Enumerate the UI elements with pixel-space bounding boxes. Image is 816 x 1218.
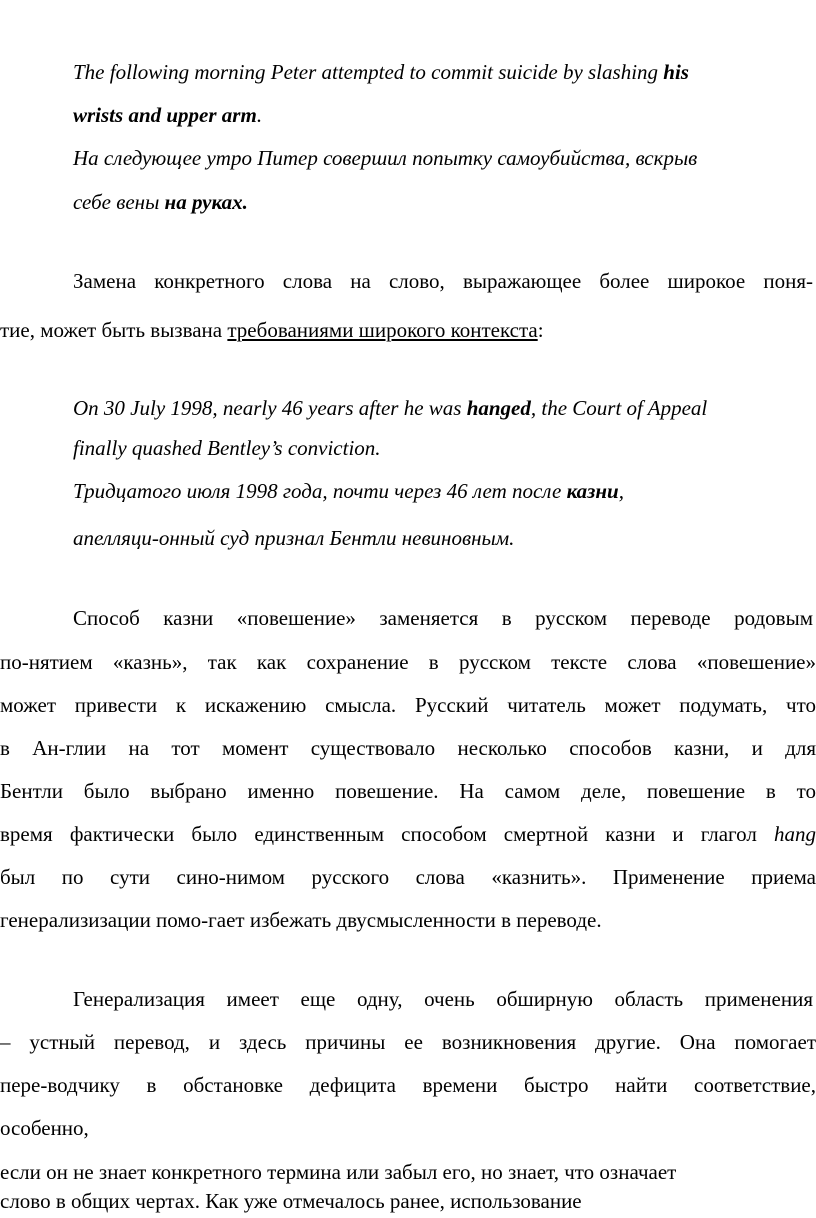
para3-line4: особенно,	[0, 1116, 89, 1140]
example1-ru-bold: на руках.	[164, 190, 248, 214]
para3-line3: пере-водчику в обстановке дефицита времени быстро найти соответствие,	[0, 1073, 816, 1097]
para1-underlined-phrase: требованиями широкого контекста	[227, 318, 538, 342]
example2-ru-line1	[73, 481, 624, 502]
para2-line6	[0, 824, 816, 845]
example1-en-text: The following morning Peter attempted to commit suicide by slashing	[73, 60, 664, 84]
example1-en-bold-2: wrists and upper arm	[73, 103, 257, 127]
para1-text: тие, может быть вызвана	[0, 318, 228, 342]
example1-en-line1	[73, 62, 689, 83]
para1-line2	[0, 320, 544, 341]
para1-tail: :	[537, 318, 544, 342]
example2-en-line2: finally quashed Bentley’s conviction.	[73, 436, 381, 460]
example2-ru-bold: казни	[566, 479, 619, 503]
para2-line6-italic: hang	[774, 822, 816, 846]
para2-line7: был по сути сино-нимом русского слова «казнить». Применение приема	[0, 865, 816, 889]
example2-ru-tail: ,	[618, 479, 624, 503]
para2-line2: по-нятием «казнь», так как сохранение в русском тексте слова «повешение»	[0, 650, 816, 674]
example2-en-tail: , the Court of Appeal	[530, 396, 708, 420]
example2-en-bold: hanged	[466, 396, 531, 420]
example1-en-bold: his	[663, 60, 689, 84]
para3-line5: если он не знает конкретного термина или забыл его, но знает, что означает	[0, 1160, 677, 1184]
example1-en-tail: .	[256, 103, 263, 127]
example2-ru-line2: апелляци-онный суд признал Бентли невиновным.	[73, 526, 515, 550]
para2-line8: генерализизации помо-гает избежать двусмысленности в переводе.	[0, 908, 602, 932]
para3-line6: слово в общих чертах. Как уже отмечалось ранее, использование	[0, 1189, 582, 1213]
para2-line5: Бентли было выбрано именно повешение. На самом деле, повешение в то	[0, 779, 816, 803]
para2-line1: Способ казни «повешение» заменяется в русском переводе родовым	[73, 606, 813, 630]
example2-en-text: On 30 July 1998, nearly 46 years after he was	[73, 396, 467, 420]
example1-ru-text: себе вены	[73, 190, 165, 214]
example1-en-line2	[73, 105, 262, 126]
para3-line2: – устный перевод, и здесь причины ее возникновения другие. Она помогает	[0, 1030, 816, 1054]
example1-ru-line1: На следующее утро Питер совершил попытку самоубийства, вскрыв	[73, 146, 698, 170]
para2-line6-text: время фактически было единственным способом смертной казни и глагол	[0, 822, 774, 846]
para3-line1: Генерализация имеет еще одну, очень обширную область применения	[73, 987, 813, 1011]
example2-en-line1	[73, 398, 707, 419]
para1-line1: Замена конкретного слова на слово, выражающее более широкое поня-	[73, 269, 813, 293]
para2-line4: в Ан-глии на тот момент существовало несколько способов казни, и для	[0, 736, 816, 760]
example1-ru-line2	[73, 192, 248, 213]
example2-ru-text: Тридцатого июля 1998 года, почти через 46 лет после	[73, 479, 567, 503]
para2-line3: может привести к искажению смысла. Русский читатель может подумать, что	[0, 693, 816, 717]
